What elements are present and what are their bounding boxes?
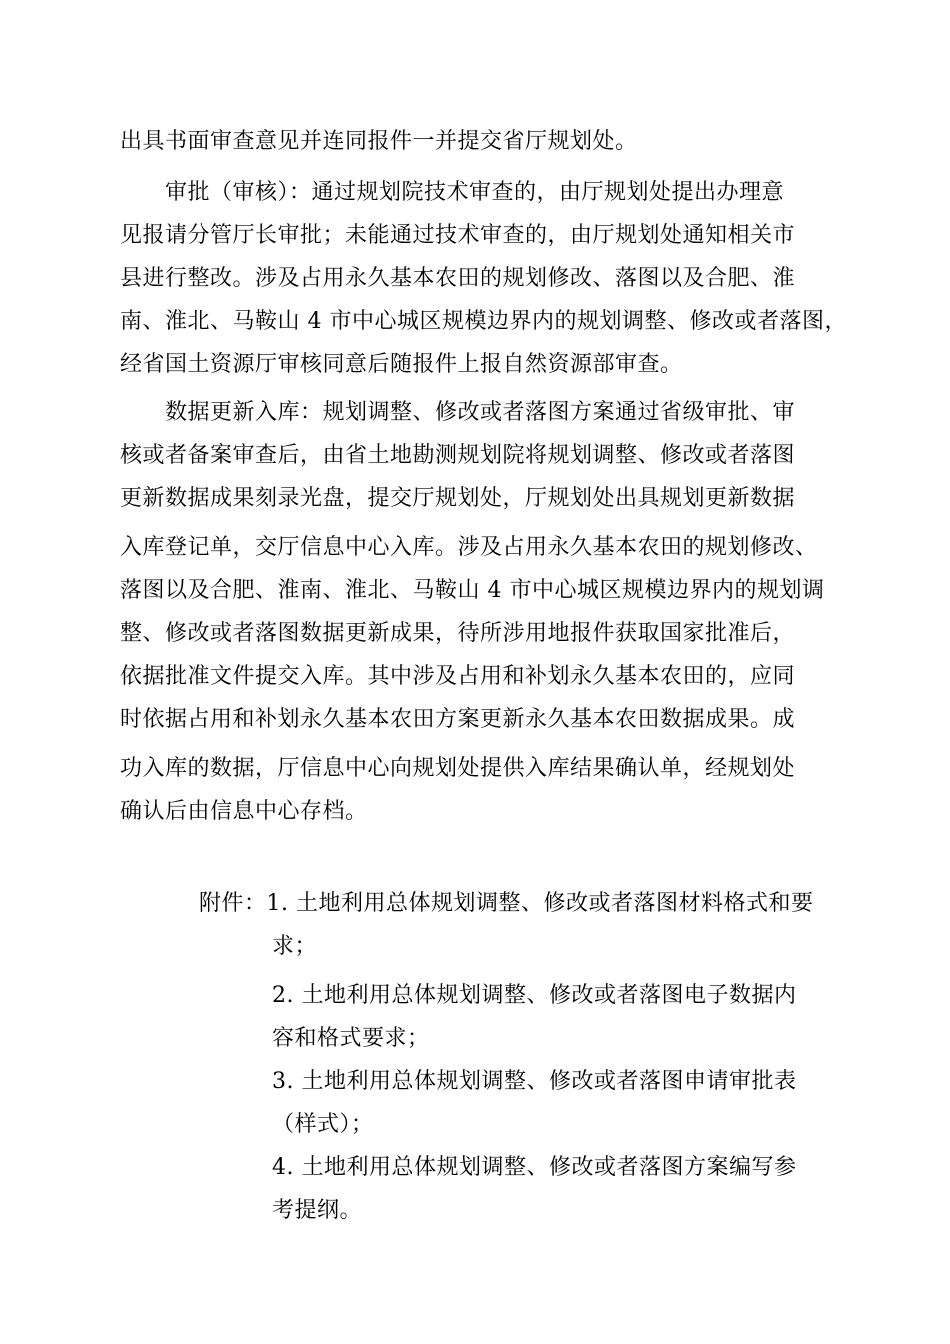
body-line: 南、淮北、马鞍山 4 市中心城区规模边界内的规划调整、修改或者落图，	[120, 309, 847, 334]
body-line: 出具书面审查意见并连同报件一并提交省厅规划处。	[120, 129, 638, 154]
attachment-line: 2. 土地利用总体规划调整、修改或者落图电子数据内	[272, 983, 797, 1008]
body-line: 整、修改或者落图数据更新成果，待所涉用地报件获取国家批准后，	[120, 621, 796, 646]
body-line: 审批（审核）：通过规划院技术审查的，由厅规划处提出办理意	[165, 180, 785, 205]
attachment-line: 3. 土地利用总体规划调整、修改或者落图申请审批表	[272, 1069, 797, 1094]
attachment-line: （样式）；	[272, 1112, 374, 1137]
body-line: 经省国土资源厅审核同意后随报件上报自然资源部审查。	[120, 352, 683, 377]
attachment-line: 考提纲。	[272, 1198, 363, 1223]
body-line: 数据更新入库：规划调整、修改或者落图方案通过省级审批、审	[165, 400, 796, 425]
attachment-line: 求；	[272, 934, 318, 959]
body-line: 见报请分管厅长审批；未能通过技术审查的，由厅规划处通知相关市	[120, 223, 796, 248]
body-line: 入库登记单，交厅信息中心入库。涉及占用永久基本农田的规划修改、	[120, 535, 818, 560]
body-line: 时依据占用和补划永久基本农田方案更新永久基本农田数据成果。成	[120, 707, 796, 732]
body-line: 核或者备案审查后，由省土地勘测规划院将规划调整、修改或者落图	[120, 443, 796, 468]
body-line: 依据批准文件提交入库。其中涉及占用和补划永久基本农田的，应同	[120, 664, 796, 689]
body-line: 功入库的数据，厅信息中心向规划处提供入库结果确认单，经规划处	[120, 756, 796, 781]
attachment-line: 容和格式要求；	[272, 1026, 430, 1051]
body-line: 确认后由信息中心存档。	[120, 799, 368, 824]
body-line: 更新数据成果刻录光盘，提交厅规划处，厅规划处出具规划更新数据	[120, 486, 796, 511]
body-line: 县进行整改。涉及占用永久基本农田的规划修改、落图以及合肥、淮	[120, 266, 796, 291]
attachment-line: 4. 土地利用总体规划调整、修改或者落图方案编写参	[272, 1155, 797, 1180]
body-line: 落图以及合肥、淮南、淮北、马鞍山 4 市中心城区规模边界内的规划调	[120, 578, 825, 603]
attachment-line: 附件：1. 土地利用总体规划调整、修改或者落图材料格式和要	[199, 891, 814, 916]
